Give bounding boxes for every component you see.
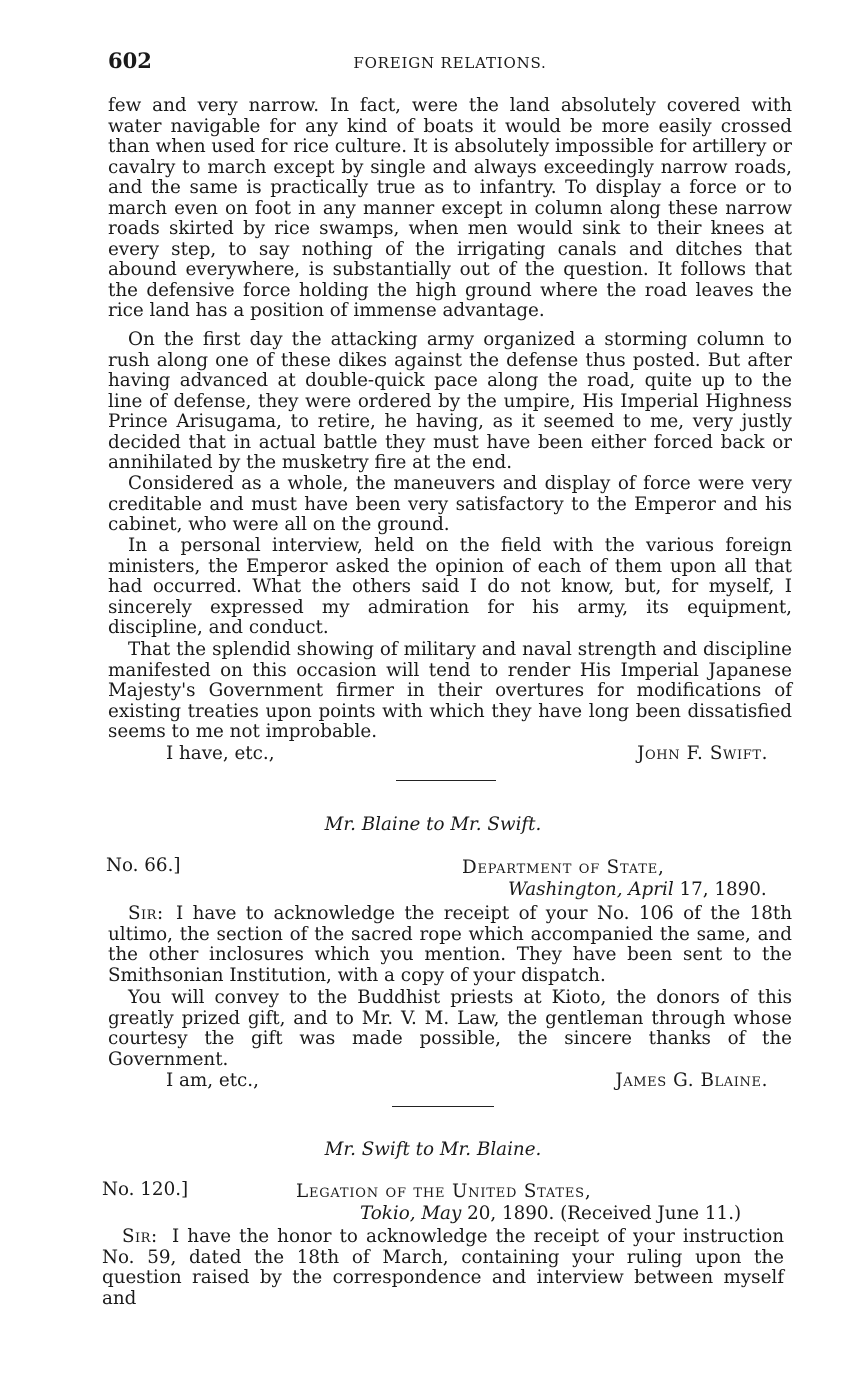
page-number: 602: [108, 48, 152, 73]
letter2-date: 17, 1890.: [679, 879, 767, 900]
letter2-sender: Department of State,: [462, 857, 665, 878]
section-divider: [392, 1106, 494, 1107]
letter2-place: Washington,: [508, 879, 623, 900]
letter2-paragraph-2: You will convey to the Buddhist priests at Kioto, the donors of this greatly prized gift, and to Mr. V. M. Law, the gentleman through whose courtesy the gift was made possible, the sincere thanks of the Government.: [108, 987, 792, 1070]
page-header: [108, 48, 792, 78]
letter2-signoff: [108, 1071, 768, 1093]
section-divider: [396, 780, 496, 781]
letter3-date: 20, 1890. (Received June 11.): [467, 1203, 742, 1224]
letter1-signature: John F. Swift.: [637, 743, 768, 764]
running-title: FOREIGN RELATIONS.: [353, 54, 547, 72]
letter1-signoff: [108, 744, 768, 766]
letter3-paragraph-1: I have the honor to acknowledge the receipt of your instruction No. 59, dated the 18th of March, containing your ruling upon the question raised by the correspondence and interview between myself and: [102, 1226, 784, 1309]
letter3-place: Tokio,: [360, 1203, 416, 1224]
letter3-sender: Legation of the United States,: [296, 1181, 592, 1202]
letter2-heading: Mr. Blaine to Mr. Swift.: [324, 814, 542, 835]
letter2-salutation: Sir:: [128, 903, 164, 924]
letter3-salutation: Sir:: [122, 1226, 158, 1247]
letter1-paragraph-1: few and very narrow. In fact, were the land absolutely covered with water navigable for any kind of boats it would be more easily crossed than when used for rice culture. It is absolutely impossible for artillery or cavalry to march except by single and always exceedingly narrow roads, and the same is practically true as to infantry. To display a force or to march even on foot in any manner except in column along these narrow roads skirted by rice swamps, when men would sink to their knees at every step, to say nothing of the irrigating canals and ditches that abound everywhere, is substantially out of the question. It follows that the defensive force holding the high ground where the road leaves the rice land has a position of immense advantage.: [108, 95, 793, 321]
letter3-number: No. 120.]: [102, 1179, 189, 1200]
letter1-closing: I have, etc.,: [166, 743, 275, 764]
letter2-signature: James G. Blaine.: [615, 1070, 768, 1091]
letter2-paragraph-1: I have to acknowledge the receipt of your No. 106 of the 18th ultimo, the section of the sacred rope which accompanied the same, and the other inclosures which you mention. They have been sent to the Smithsonian Institution, with a copy of your dispatch.: [108, 903, 792, 986]
letter3-month: May: [421, 1203, 462, 1224]
letter3-heading: Mr. Swift to Mr. Blaine.: [324, 1139, 542, 1160]
letter1-paragraph-5: That the splendid showing of military and naval strength and discipline manifested on this occasion will tend to render His Imperial Japanese Majesty's Government firmer in their overtures for modifications of existing treaties upon points with which they have long been dissatisfied seems to me not improbable.: [108, 639, 792, 742]
letter2-month: April: [628, 879, 674, 900]
letter1-paragraph-3: Considered as a whole, the maneuvers and display of force were very creditable and must have been very satisfactory to the Emperor and his cabinet, who were all on the ground.: [108, 473, 792, 535]
letter2-number: No. 66.]: [106, 855, 181, 876]
letter1-paragraph-2: On the first day the attacking army organized a storming column to rush along one of these dikes against the defense thus posted. But after having advanced at double-quick pace along the road, quite up to the line of defense, they were ordered by the umpire, His Imperial Highness Prince Arisugama, to retire, he having, as it seemed to me, very justly decided that in actual battle they must have been either forced back or annihilated by the musketry fire at the end.: [108, 329, 792, 473]
letter3-dateline: [360, 1204, 741, 1225]
letter2-closing: I am, etc.,: [166, 1070, 259, 1091]
letter1-paragraph-4: In a personal interview, held on the field with the various foreign ministers, the Emperor asked the opinion of each of them upon all that had occurred. What the others said I do not know, but, for myself, I sincerely expressed my admiration for his army, its equipment, discipline, and conduct.: [108, 535, 792, 638]
letter2-dateline: [508, 880, 767, 901]
